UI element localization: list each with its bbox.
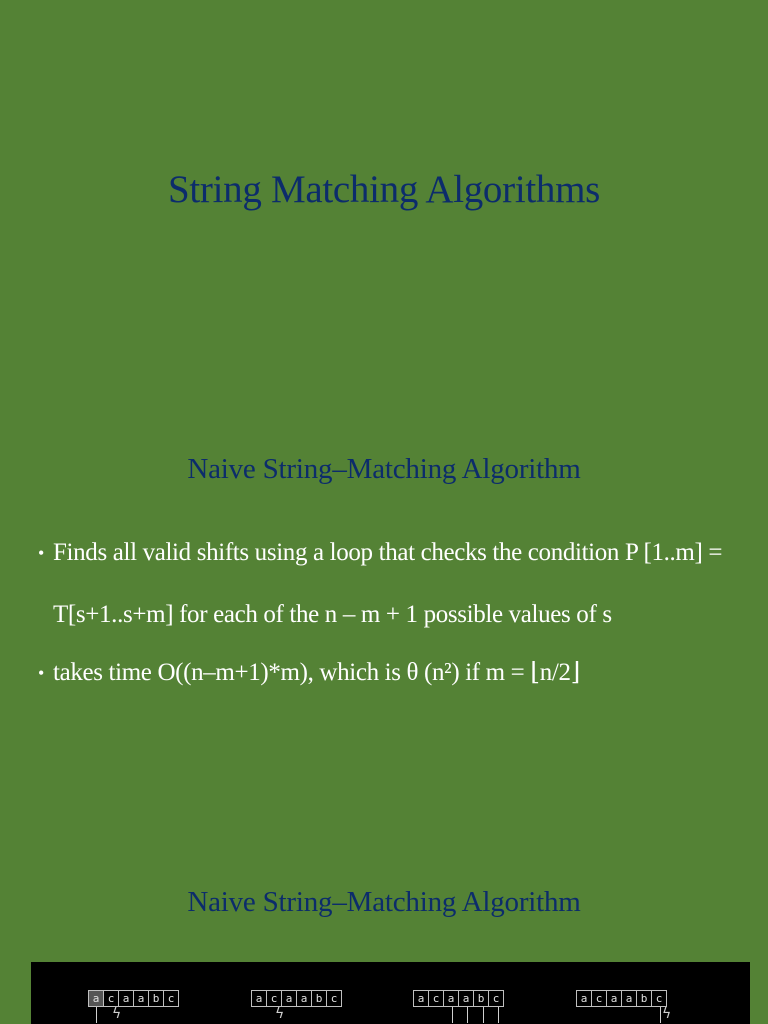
bullet-item (38, 655, 750, 691)
mismatch-icon: ϟ (112, 1006, 122, 1022)
text-cell: a (413, 990, 429, 1007)
text-cell: a (281, 990, 297, 1007)
text-cell: c (103, 990, 119, 1007)
pointer-line (660, 1007, 661, 1023)
text-cell: b (636, 990, 652, 1007)
bullet-item (38, 522, 750, 646)
text-cell: a (443, 990, 459, 1007)
second-section-title: Naive String–Matching Algorithm (187, 886, 581, 918)
text-cell: a (458, 990, 474, 1007)
text-cell: c (266, 990, 282, 1007)
text-strip (414, 990, 504, 1007)
text-cell: c (326, 990, 342, 1007)
text-cell: c (163, 990, 179, 1007)
matching-figure (31, 962, 750, 1024)
pointer-line (96, 1007, 97, 1023)
text-cell: c (428, 990, 444, 1007)
mismatch-icon: ϟ (275, 1006, 285, 1022)
text-cell: b (311, 990, 327, 1007)
text-cell: a (133, 990, 149, 1007)
text-cell: c (591, 990, 607, 1007)
text-strip (89, 990, 179, 1007)
text-cell: c (488, 990, 504, 1007)
text-cell: a (118, 990, 134, 1007)
text-cell: b (473, 990, 489, 1007)
pointer-line (452, 1007, 453, 1023)
bullet-dot-icon: • (38, 663, 45, 683)
pointer-line (498, 1007, 499, 1023)
pointer-line (467, 1007, 468, 1023)
text-cell: a (576, 990, 592, 1007)
text-strip (577, 990, 667, 1007)
text-cell: a (296, 990, 312, 1007)
text-cell: a (621, 990, 637, 1007)
text-cell: a (606, 990, 622, 1007)
text-strip (252, 990, 342, 1007)
pointer-line (483, 1007, 484, 1023)
text-cell: c (651, 990, 667, 1007)
slide-title: String Matching Algorithms (167, 168, 601, 211)
bullet-list (38, 522, 750, 691)
bullet-dot-icon: • (38, 543, 45, 563)
text-cell: a (88, 990, 104, 1007)
section-title: Naive String–Matching Algorithm (187, 453, 581, 485)
text-cell: a (251, 990, 267, 1007)
bullet-text: takes time O((n–m+1)*m), which is θ (n²) if m = ⌊n/2⌋ (53, 659, 581, 686)
bullet-text: Finds all valid shifts using a loop that checks the condition P [1..m] = T[s+1..s+m] for each of the n – m + 1 possible values of s (53, 539, 723, 628)
text-cell: b (148, 990, 164, 1007)
mismatch-icon: ϟ (662, 1006, 672, 1022)
